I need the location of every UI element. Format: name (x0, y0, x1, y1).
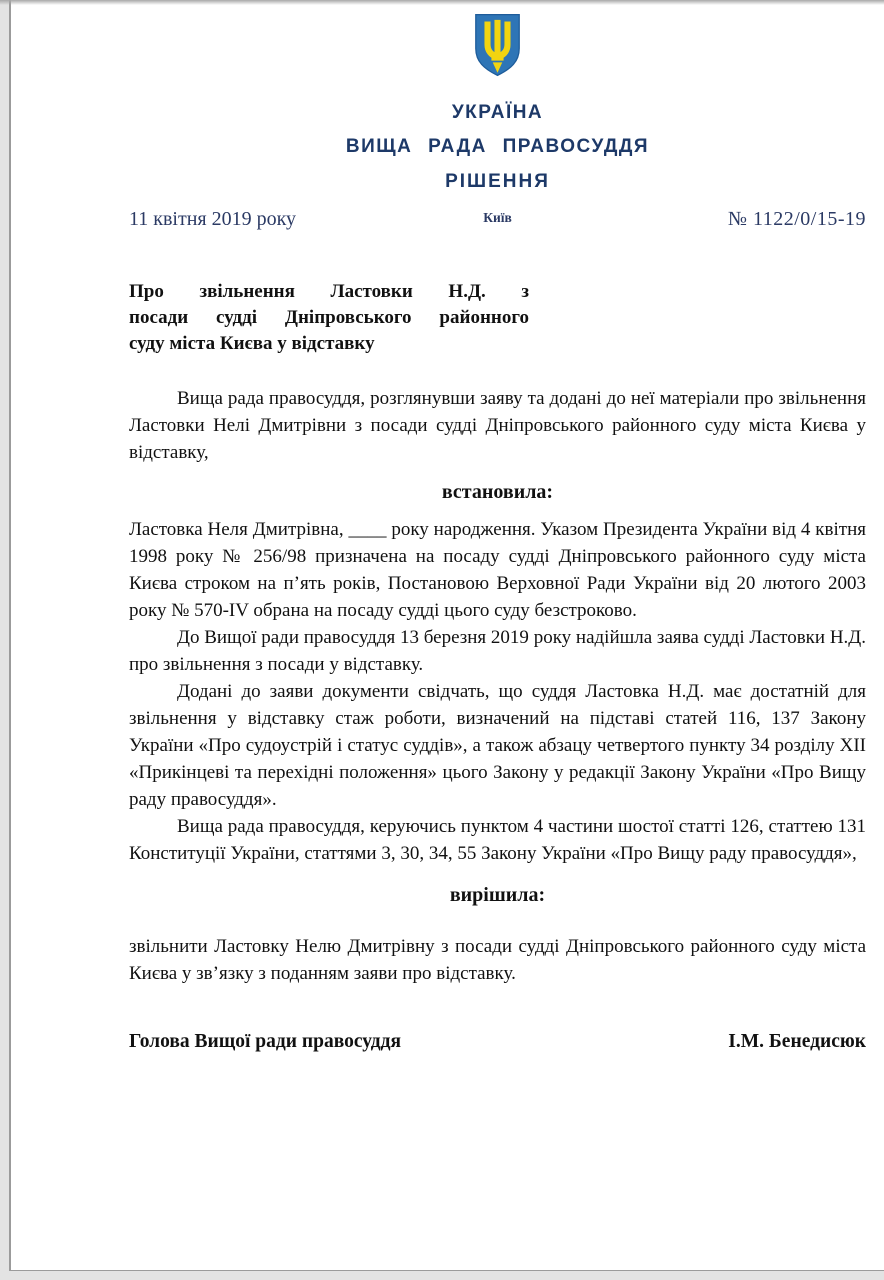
country-name: УКРАЇНА (451, 102, 544, 123)
body-paragraph: Додані до заяви документи свідчать, що суддя Ластовка Н.Д. має достатній для звільнення у відставку стаж роботи, визначений на підставі статей 116, 137 Закону України «Про судоустрій і статус суддів», а також абзацу четвертого пункту 34 розділу XII «Прикінцеві та перехідні положення» цього Закону у редакції Закону України «Про Вищу раду правосуддя». (129, 681, 866, 810)
coat-of-arms-ukraine-icon (129, 12, 866, 78)
document-number: № 1122/0/15-19 (727, 208, 867, 230)
subject-line: суду міста Києва у відставку (129, 333, 375, 354)
signer-name: І.М. Бенедисюк (728, 1031, 866, 1052)
body-paragraph: До Вищої ради правосуддя 13 березня 2019 року надійшла заява судді Ластовки Н.Д. про звільнення з посади у відставку. (129, 627, 866, 675)
document-date: 11 квітня 2019 року (129, 208, 297, 230)
intro-paragraph: Вища рада правосуддя, розглянувши заяву та додані до неї матеріали про звільнення Ластовки Нелі Дмитрівни з посади судді Дніпровського районного суду міста Києва у відставку, (129, 388, 866, 463)
organization-name: ВИЩА РАДА ПРАВОСУДДЯ (345, 136, 650, 157)
document-page (9, 0, 884, 1271)
document-meta-row (129, 207, 866, 231)
document-city: Київ (483, 210, 512, 225)
body-paragraph: Вища рада правосуддя, керуючись пунктом 4 частини шостої статті 126, статтею 131 Конституції України, статтями 3, 30, 34, 55 Закону України «Про Вищу раду правосуддя», (129, 816, 866, 864)
document-type-title: РІШЕННЯ (445, 171, 550, 192)
body-paragraph: Ластовка Неля Дмитрівна, ____ року народження. Указом Президента України від 4 квітня 1998 року № 256/98 призначена на посаду судді Дніпровського районного суду міста Києва строком на п’ять років, Постановою Верховної Ради України від 20 лютого 2003 року № 570-IV обрана на посаду судді цього суду безстроково. (129, 519, 866, 621)
signer-title: Голова Вищої ради правосуддя (129, 1031, 402, 1052)
document-subject (129, 279, 529, 357)
subject-line: Про звільнення Ластовки Н.Д. з (129, 281, 529, 302)
established-label: встановила: (441, 481, 554, 503)
decision-paragraph: звільнити Ластовку Нелю Дмитрівну з посади судді Дніпровського районного суду міста Києва у зв’язку з поданням заяви про відставку. (129, 936, 866, 984)
subject-line: посади судді Дніпровського районного (129, 307, 529, 328)
signature-row (129, 1029, 866, 1055)
document-content (11, 0, 884, 1055)
decided-label: вирішила: (449, 884, 546, 906)
